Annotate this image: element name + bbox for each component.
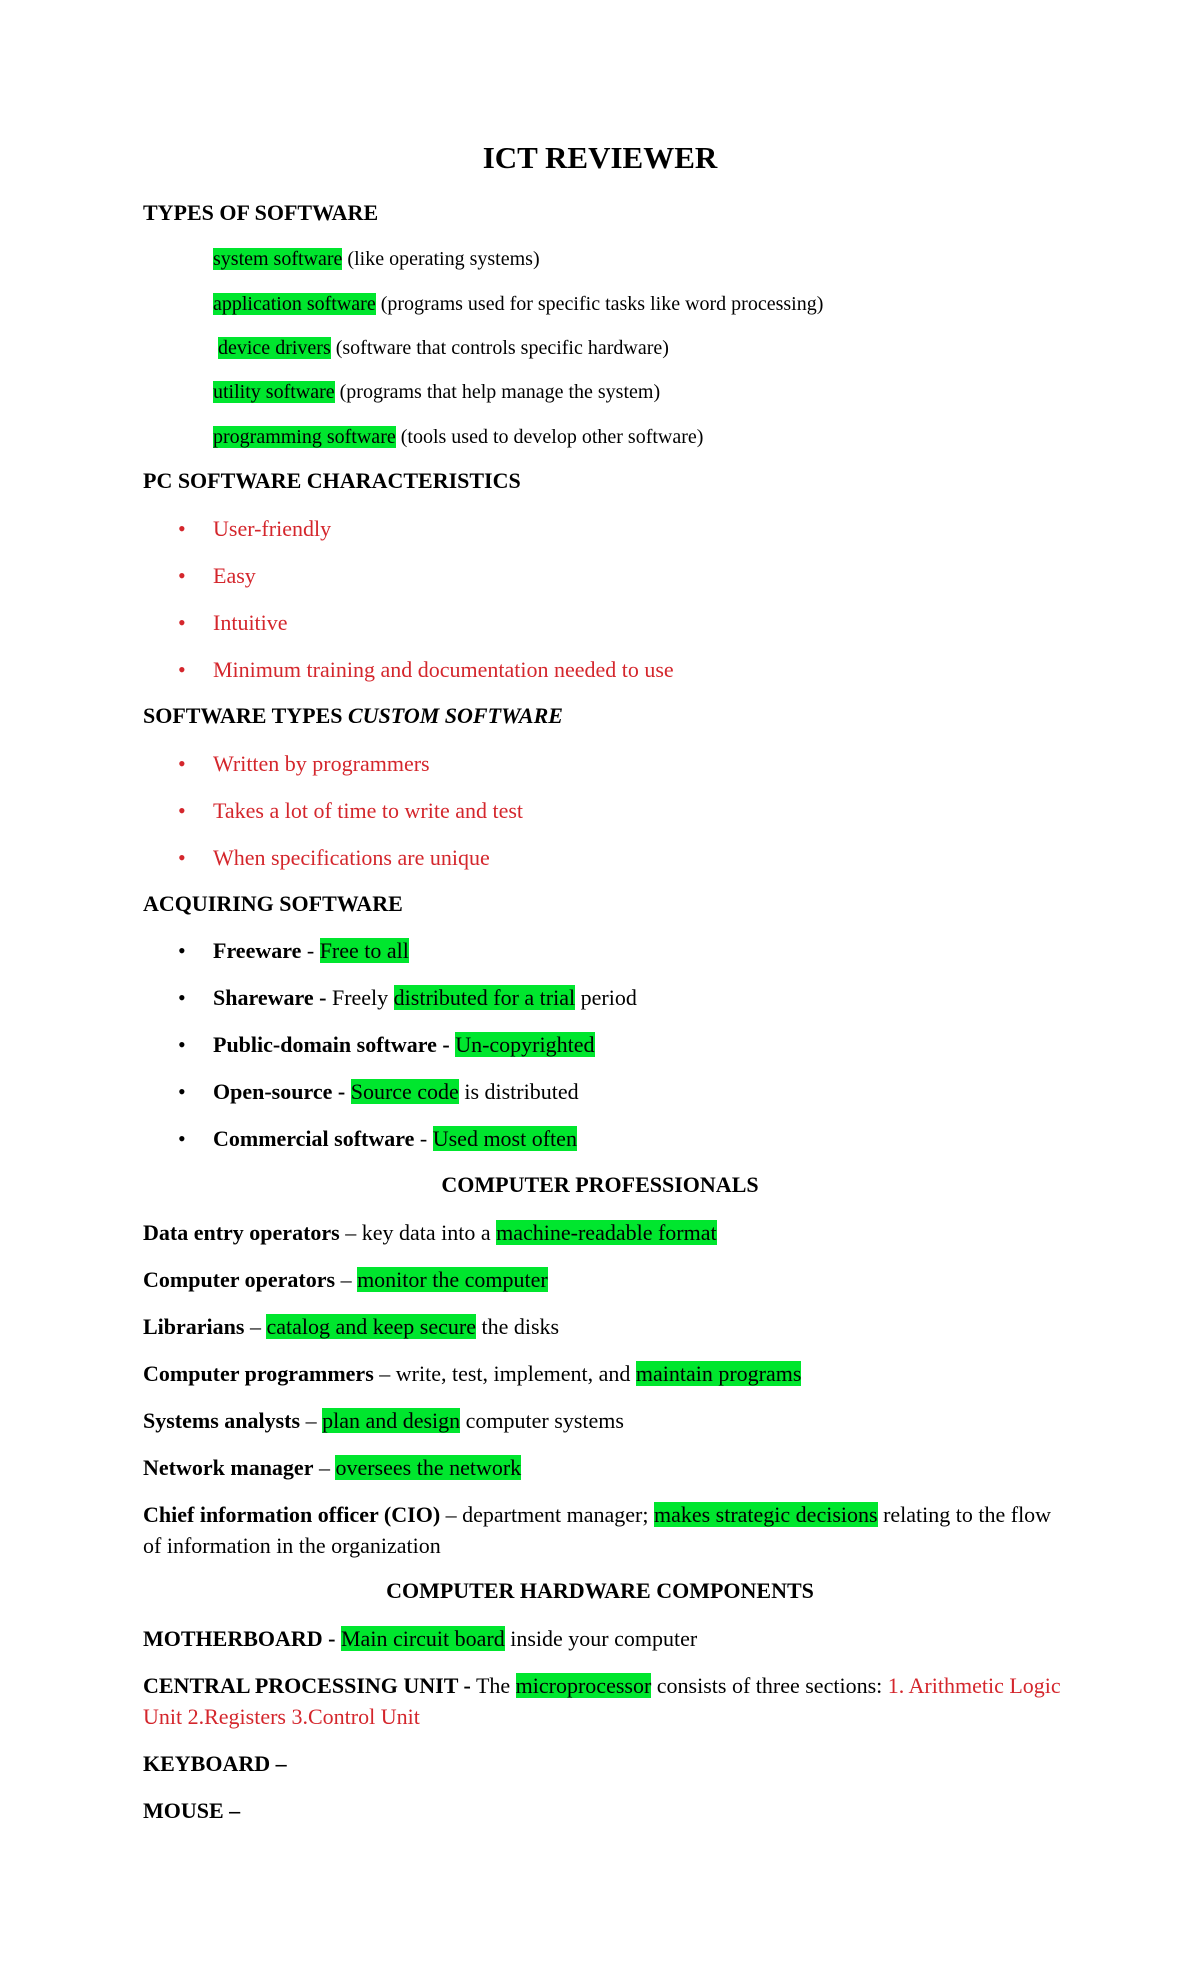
highlighted-term: machine-readable format (496, 1220, 717, 1245)
definition-line: Data entry operators – key data into a machine-readable format (143, 1220, 717, 1245)
mouse-label: MOUSE – (143, 1798, 241, 1823)
bullet: • (178, 845, 186, 870)
software-type-item: utility software (programs that help manage the system) (213, 381, 661, 403)
software-type-item: system software (like operating systems) (213, 248, 540, 270)
highlighted-term: plan and design (322, 1408, 461, 1433)
keyboard-label: KEYBOARD – (143, 1751, 287, 1776)
heading-computer-professionals: COMPUTER PROFESSIONALS (441, 1172, 759, 1197)
bullet: • (178, 657, 186, 682)
bullet: • (178, 610, 186, 635)
highlighted-term: device drivers (218, 337, 331, 359)
bullet: • (178, 798, 186, 823)
highlighted-term: monitor the computer (357, 1267, 548, 1292)
bullet: • (178, 1126, 186, 1151)
heading-custom-software: SOFTWARE TYPES CUSTOM SOFTWARE (143, 703, 563, 728)
software-type-item: programming software (tools used to develop other software) (213, 426, 704, 448)
bullet: • (178, 1032, 186, 1057)
heading-acquiring-software: ACQUIRING SOFTWARE (143, 891, 403, 916)
definition-line-cpu: CENTRAL PROCESSING UNIT - The microprocessor consists of three sections: 1. Arithmetic Logic Unit 2.Registers 3.Control Unit (143, 1673, 1061, 1729)
definition-line: Computer operators – monitor the computer (143, 1267, 548, 1292)
software-type-item: application software (programs used for specific tasks like word processing) (213, 293, 824, 315)
highlighted-term: oversees the network (335, 1455, 522, 1480)
highlighted-term: Un-copyrighted (455, 1032, 595, 1057)
software-type-item: device drivers (software that controls specific hardware) (218, 337, 669, 359)
bullet: • (178, 563, 186, 588)
definition-line: Librarians – catalog and keep secure the disks (143, 1314, 560, 1339)
bullet: • (178, 938, 186, 963)
highlighted-term: system software (213, 248, 343, 270)
bullet: • (178, 985, 186, 1010)
highlighted-term: utility software (213, 381, 335, 403)
highlighted-term: makes strategic decisions (653, 1502, 878, 1527)
definition-line: Computer programmers – write, test, implement, and maintain programs (143, 1361, 802, 1386)
definition-line: MOTHERBOARD - Main circuit board inside your computer (143, 1626, 698, 1651)
definition-line: Network manager – oversees the network (143, 1455, 522, 1480)
definition-line-cio: Chief information officer (CIO) – department manager; makes strategic decisions relating to the flow of information in the organization (143, 1502, 1052, 1558)
page-title: ICT REVIEWER (482, 140, 718, 175)
highlighted-term: application software (213, 293, 376, 315)
cpu-sections: 1. Arithmetic Logic Unit 2.Registers 3.Control Unit (143, 1673, 1061, 1729)
bullet: • (178, 1079, 186, 1104)
highlighted-term: maintain programs (635, 1361, 802, 1386)
definition-line: Systems analysts – plan and design computer systems (143, 1408, 624, 1433)
highlighted-term: Main circuit board (341, 1626, 505, 1651)
document-page: ICT REVIEWER TYPES OF SOFTWARE system software (like operating systems) application software (programs used for specific tasks like word processing) device drivers (software that controls specific hardware) utility software (programs that help manage the system) programming software (tools used to develop other software) PC SOFTWARE CHARACTERISTICS • User-friendly • Easy • Intuitive • Minimum training and documentation needed to use SOFTWARE TYPES CUSTOM SOFTWARE • Written by programmers • Takes a lot of time to write and test • When specifications are unique ACQUIRING SOFTWARE • Freeware - Free to all • Shareware - Freely distributed for a trial period • Public-domain software - Un-copyrighted • Open-source - Source code is distributed • Commercial software - Used most often COMPUTER PROFESSIONALS Data entry operators – key data into a machine-readable format Computer operators – monitor the computer Librarians – catalog and keep secure the disks Computer programmers – write, test, implement, and maintain programs Systems analysts – plan and design computer systems Network manager – oversees the network Chief information officer (CIO) – department manager; makes strategic decisions relating to the flow of information in the organization COMPUTER HARDWARE COMPONENTS MOTHERBOARD - Main circuit board inside your computer CENTRAL PROCESSING UNIT - The microprocessor consists of three sections: 1. Arithmetic Logic Unit 2.Registers 3.Control Unit KEYBOARD – MOUSE – (0, 0, 1200, 1976)
highlighted-term: microprocessor (515, 1673, 652, 1698)
highlighted-term: Source code (350, 1079, 459, 1104)
heading-computer-hardware-components: COMPUTER HARDWARE COMPONENTS (386, 1578, 814, 1603)
heading-types-of-software: TYPES OF SOFTWARE (143, 200, 379, 225)
highlighted-term: Free to all (319, 938, 409, 963)
highlighted-term: Used most often (432, 1126, 577, 1151)
bullet: • (178, 751, 186, 776)
highlighted-term: catalog and keep secure (266, 1314, 476, 1339)
highlighted-term: programming software (213, 426, 396, 448)
highlighted-term: distributed for a trial (393, 985, 576, 1010)
bullet: • (178, 516, 186, 541)
heading-pc-software-characteristics: PC SOFTWARE CHARACTERISTICS (143, 468, 521, 493)
